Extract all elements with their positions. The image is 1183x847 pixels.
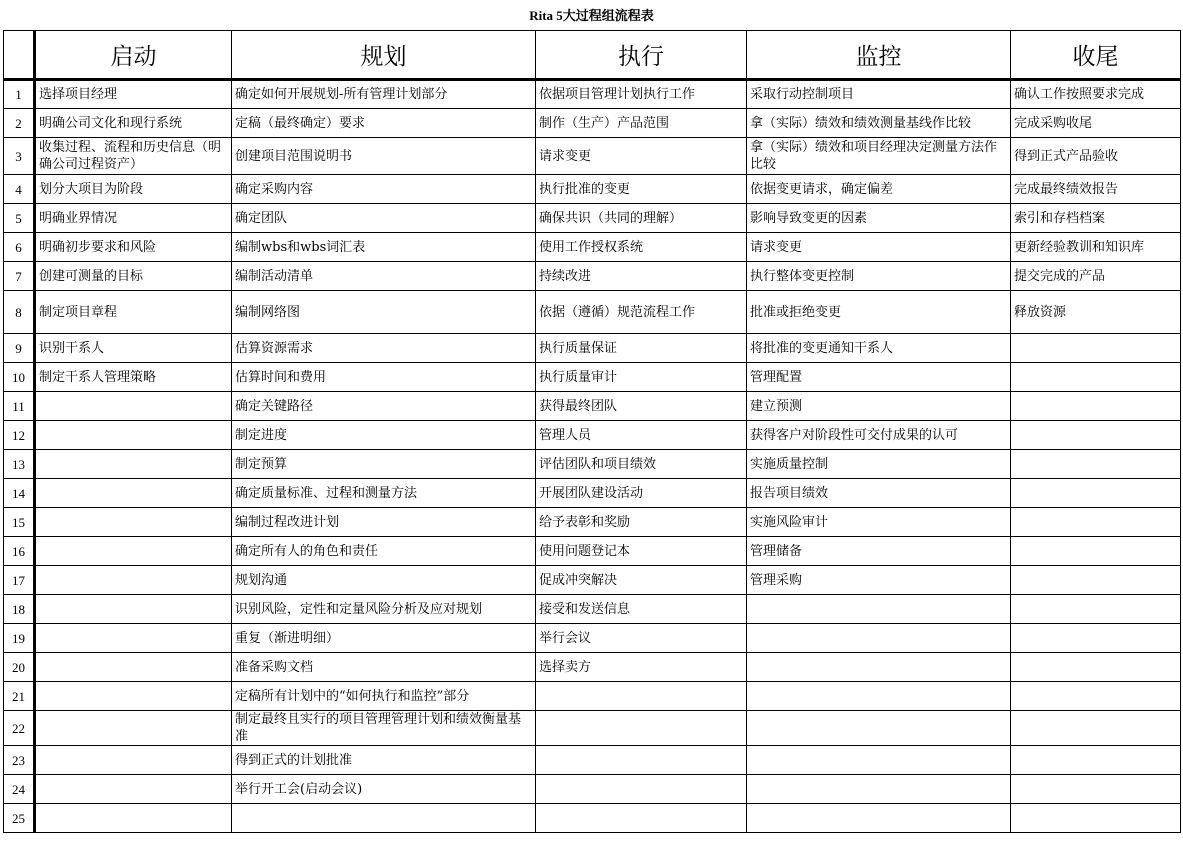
cell-closing: 释放资源 <box>1011 291 1181 334</box>
cell-monitoring <box>747 746 1011 775</box>
cell-initiating <box>35 775 232 804</box>
cell-monitoring <box>747 775 1011 804</box>
cell-monitoring: 管理储备 <box>747 537 1011 566</box>
cell-executing <box>536 804 747 833</box>
cell-monitoring: 请求变更 <box>747 233 1011 262</box>
cell-executing: 举行会议 <box>536 624 747 653</box>
cell-monitoring: 拿（实际）绩效和项目经理决定测量方法作比较 <box>747 138 1011 175</box>
cell-closing <box>1011 392 1181 421</box>
cell-closing: 完成最终绩效报告 <box>1011 175 1181 204</box>
table-row <box>4 450 1181 479</box>
cell-planning: 制定最终且实行的项目管理管理计划和绩效衡量基准 <box>232 711 536 746</box>
cell-initiating <box>35 682 232 711</box>
cell-planning: 创建项目范围说明书 <box>232 138 536 175</box>
cell-monitoring <box>747 711 1011 746</box>
header-index <box>4 31 35 80</box>
cell-closing: 确认工作按照要求完成 <box>1011 80 1181 109</box>
cell-monitoring: 报告项目绩效 <box>747 479 1011 508</box>
cell-initiating: 明确公司文化和现行系统 <box>35 109 232 138</box>
table-row <box>4 204 1181 233</box>
cell-initiating: 划分大项目为阶段 <box>35 175 232 204</box>
cell-executing: 接受和发送信息 <box>536 595 747 624</box>
cell-monitoring <box>747 595 1011 624</box>
cell-initiating <box>35 450 232 479</box>
table-row <box>4 682 1181 711</box>
cell-initiating <box>35 711 232 746</box>
cell-initiating <box>35 746 232 775</box>
row-number: 19 <box>4 624 35 653</box>
cell-closing <box>1011 775 1181 804</box>
cell-initiating: 选择项目经理 <box>35 80 232 109</box>
table-row <box>4 421 1181 450</box>
row-number: 10 <box>4 363 35 392</box>
cell-executing: 持续改进 <box>536 262 747 291</box>
table-row <box>4 175 1181 204</box>
cell-closing <box>1011 595 1181 624</box>
row-number: 20 <box>4 653 35 682</box>
cell-executing: 执行批准的变更 <box>536 175 747 204</box>
cell-monitoring: 依据变更请求，确定偏差 <box>747 175 1011 204</box>
row-number: 2 <box>4 109 35 138</box>
cell-planning: 识别风险，定性和定量风险分析及应对规划 <box>232 595 536 624</box>
row-number: 1 <box>4 80 35 109</box>
row-number: 8 <box>4 291 35 334</box>
cell-closing <box>1011 537 1181 566</box>
row-number: 24 <box>4 775 35 804</box>
header-monitoring: 监控 <box>747 31 1011 80</box>
cell-closing: 更新经验教训和知识库 <box>1011 233 1181 262</box>
cell-planning: 确定质量标准、过程和测量方法 <box>232 479 536 508</box>
cell-monitoring: 批准或拒绝变更 <box>747 291 1011 334</box>
cell-executing: 开展团队建设活动 <box>536 479 747 508</box>
cell-closing <box>1011 334 1181 363</box>
header-initiating: 启动 <box>35 31 232 80</box>
cell-initiating: 明确初步要求和风险 <box>35 233 232 262</box>
cell-initiating: 明确业界情况 <box>35 204 232 233</box>
table-row <box>4 363 1181 392</box>
cell-initiating: 创建可测量的目标 <box>35 262 232 291</box>
cell-executing <box>536 711 747 746</box>
cell-initiating <box>35 566 232 595</box>
table-row <box>4 804 1181 833</box>
cell-closing: 提交完成的产品 <box>1011 262 1181 291</box>
cell-planning: 确定关键路径 <box>232 392 536 421</box>
cell-closing <box>1011 653 1181 682</box>
cell-planning: 准备采购文档 <box>232 653 536 682</box>
cell-closing <box>1011 450 1181 479</box>
row-number: 25 <box>4 804 35 833</box>
table-row <box>4 508 1181 537</box>
cell-initiating <box>35 421 232 450</box>
cell-executing: 制作（生产）产品范围 <box>536 109 747 138</box>
cell-executing: 依据项目管理计划执行工作 <box>536 80 747 109</box>
cell-executing: 执行质量保证 <box>536 334 747 363</box>
cell-planning: 规划沟通 <box>232 566 536 595</box>
cell-planning: 编制活动清单 <box>232 262 536 291</box>
page-title: Rita 5大过程组流程表 <box>529 8 654 23</box>
table-row <box>4 566 1181 595</box>
cell-planning: 估算时间和费用 <box>232 363 536 392</box>
cell-closing <box>1011 804 1181 833</box>
table-row <box>4 653 1181 682</box>
table-row <box>4 746 1181 775</box>
cell-executing: 依据（遵循）规范流程工作 <box>536 291 747 334</box>
cell-executing: 使用问题登记本 <box>536 537 747 566</box>
cell-monitoring: 获得客户对阶段性可交付成果的认可 <box>747 421 1011 450</box>
cell-planning <box>232 804 536 833</box>
cell-monitoring: 拿（实际）绩效和绩效测量基线作比较 <box>747 109 1011 138</box>
row-number: 3 <box>4 138 35 175</box>
cell-initiating <box>35 392 232 421</box>
cell-initiating: 识别干系人 <box>35 334 232 363</box>
cell-monitoring <box>747 682 1011 711</box>
row-number: 14 <box>4 479 35 508</box>
cell-planning: 编制过程改进计划 <box>232 508 536 537</box>
cell-monitoring: 管理配置 <box>747 363 1011 392</box>
cell-executing: 请求变更 <box>536 138 747 175</box>
cell-initiating: 收集过程、流程和历史信息（明确公司过程资产） <box>35 138 232 175</box>
cell-closing: 得到正式产品验收 <box>1011 138 1181 175</box>
row-number: 6 <box>4 233 35 262</box>
cell-planning: 定稿（最终确定）要求 <box>232 109 536 138</box>
cell-planning: 编制网络图 <box>232 291 536 334</box>
cell-closing <box>1011 746 1181 775</box>
cell-monitoring: 实施质量控制 <box>747 450 1011 479</box>
row-number: 23 <box>4 746 35 775</box>
cell-executing: 确保共识（共同的理解） <box>536 204 747 233</box>
cell-monitoring: 采取行动控制项目 <box>747 80 1011 109</box>
row-number: 9 <box>4 334 35 363</box>
cell-executing: 评估团队和项目绩效 <box>536 450 747 479</box>
cell-initiating <box>35 624 232 653</box>
cell-initiating <box>35 804 232 833</box>
header-executing: 执行 <box>536 31 747 80</box>
row-number: 16 <box>4 537 35 566</box>
cell-executing: 使用工作授权系统 <box>536 233 747 262</box>
cell-closing <box>1011 363 1181 392</box>
row-number: 5 <box>4 204 35 233</box>
cell-executing: 获得最终团队 <box>536 392 747 421</box>
row-number: 21 <box>4 682 35 711</box>
table-row <box>4 595 1181 624</box>
table-row <box>4 479 1181 508</box>
cell-monitoring: 管理采购 <box>747 566 1011 595</box>
table-row <box>4 262 1181 291</box>
header-row <box>4 31 1181 80</box>
cell-initiating <box>35 653 232 682</box>
cell-monitoring <box>747 624 1011 653</box>
row-number: 11 <box>4 392 35 421</box>
cell-monitoring <box>747 804 1011 833</box>
cell-monitoring <box>747 653 1011 682</box>
cell-closing: 完成采购收尾 <box>1011 109 1181 138</box>
cell-planning: 确定采购内容 <box>232 175 536 204</box>
cell-executing <box>536 775 747 804</box>
process-table <box>3 30 1181 833</box>
cell-closing <box>1011 624 1181 653</box>
table-row <box>4 80 1181 109</box>
cell-planning: 估算资源需求 <box>232 334 536 363</box>
cell-executing: 管理人员 <box>536 421 747 450</box>
table-row <box>4 233 1181 262</box>
cell-executing: 给予表彰和奖励 <box>536 508 747 537</box>
table-row <box>4 775 1181 804</box>
row-number: 13 <box>4 450 35 479</box>
cell-closing <box>1011 711 1181 746</box>
table-row <box>4 291 1181 334</box>
row-number: 17 <box>4 566 35 595</box>
table-row <box>4 711 1181 746</box>
row-number: 12 <box>4 421 35 450</box>
row-number: 15 <box>4 508 35 537</box>
table-row <box>4 334 1181 363</box>
row-number: 18 <box>4 595 35 624</box>
cell-executing: 选择卖方 <box>536 653 747 682</box>
cell-closing <box>1011 566 1181 595</box>
cell-planning: 确定团队 <box>232 204 536 233</box>
cell-initiating: 制定干系人管理策略 <box>35 363 232 392</box>
cell-initiating <box>35 595 232 624</box>
cell-initiating <box>35 537 232 566</box>
row-number: 22 <box>4 711 35 746</box>
cell-closing: 索引和存档档案 <box>1011 204 1181 233</box>
row-number: 4 <box>4 175 35 204</box>
table-row <box>4 138 1181 175</box>
cell-closing <box>1011 682 1181 711</box>
cell-initiating <box>35 479 232 508</box>
cell-closing <box>1011 479 1181 508</box>
cell-executing: 执行质量审计 <box>536 363 747 392</box>
cell-closing <box>1011 508 1181 537</box>
cell-monitoring: 将批准的变更通知干系人 <box>747 334 1011 363</box>
cell-monitoring: 执行整体变更控制 <box>747 262 1011 291</box>
cell-monitoring: 建立预测 <box>747 392 1011 421</box>
header-planning: 规划 <box>232 31 536 80</box>
cell-initiating: 制定项目章程 <box>35 291 232 334</box>
cell-planning: 得到正式的计划批准 <box>232 746 536 775</box>
row-number: 7 <box>4 262 35 291</box>
cell-monitoring: 实施风险审计 <box>747 508 1011 537</box>
cell-planning: 重复（渐进明细） <box>232 624 536 653</box>
cell-executing: 促成冲突解决 <box>536 566 747 595</box>
cell-executing <box>536 746 747 775</box>
cell-initiating <box>35 508 232 537</box>
cell-planning: 制定预算 <box>232 450 536 479</box>
table-row <box>4 109 1181 138</box>
table-row <box>4 537 1181 566</box>
cell-planning: 编制wbs和wbs词汇表 <box>232 233 536 262</box>
cell-planning: 定稿所有计划中的“如何执行和监控”部分 <box>232 682 536 711</box>
cell-planning: 举行开工会(启动会议) <box>232 775 536 804</box>
cell-monitoring: 影响导致变更的因素 <box>747 204 1011 233</box>
table-row <box>4 392 1181 421</box>
cell-closing <box>1011 421 1181 450</box>
table-row <box>4 624 1181 653</box>
cell-planning: 确定所有人的角色和责任 <box>232 537 536 566</box>
cell-planning: 制定进度 <box>232 421 536 450</box>
cell-planning: 确定如何开展规划-所有管理计划部分 <box>232 80 536 109</box>
cell-executing <box>536 682 747 711</box>
header-closing: 收尾 <box>1011 31 1181 80</box>
